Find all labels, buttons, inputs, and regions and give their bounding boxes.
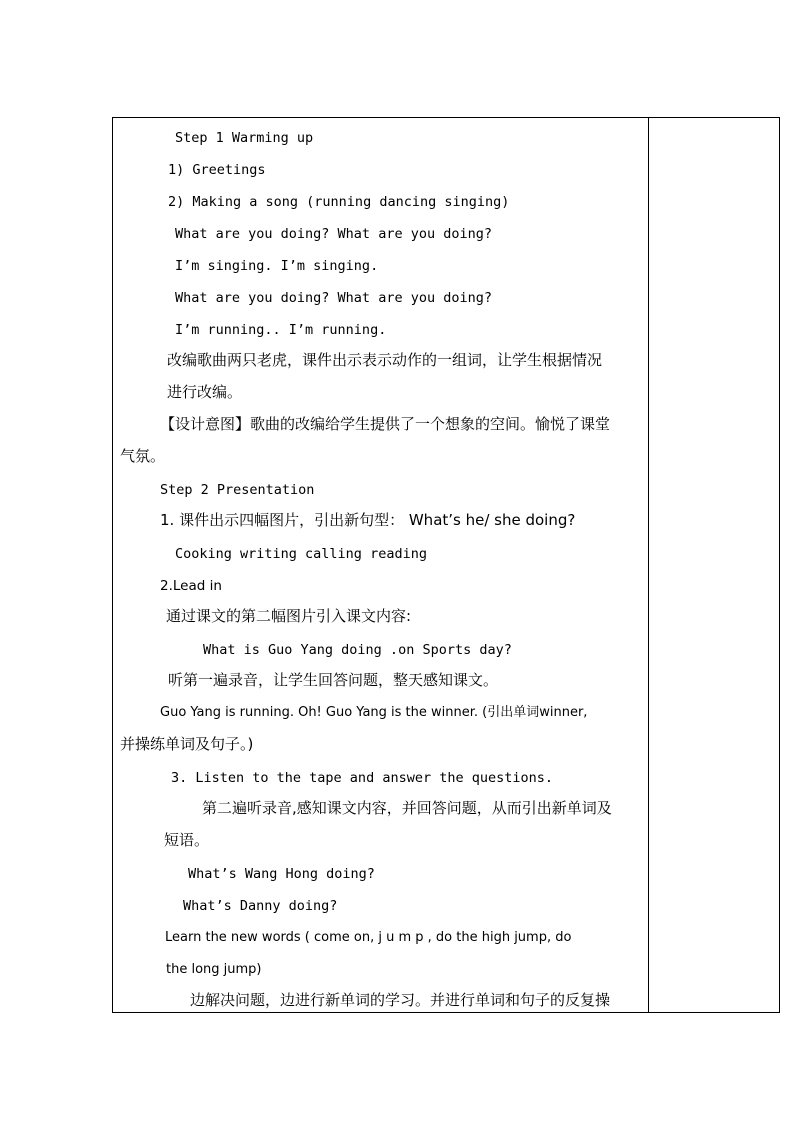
making-song-line: 2) Making a song (running dancing singing) <box>168 194 510 210</box>
design-intent-line-2: 气氛。 <box>120 447 166 465</box>
step1-heading: Step 1 Warming up <box>175 130 314 146</box>
new-words-line-1: Learn the new words ( come on, j u m p , do the high jump, do <box>165 930 572 945</box>
song-line-2: I’m singing. I’m singing. <box>175 258 379 274</box>
second-listening-line-2: 短语。 <box>164 831 210 849</box>
notes-column <box>649 118 779 1012</box>
song-note-line-2: 进行改编。 <box>167 383 243 401</box>
lead-in-note: 通过课文的第二幅图片引入课文内容: <box>166 607 412 625</box>
question-wang-hong: What’s Wang Hong doing? <box>188 866 375 882</box>
winner-practice-note: 并操练单词及句子。) <box>120 735 254 753</box>
question-danny: What’s Danny doing? <box>183 898 338 914</box>
design-intent-line-1: 【设计意图】歌曲的改编给学生提供了一个想象的空间。愉悦了课堂 <box>160 415 611 433</box>
presentation-item-1: 1. 课件出示四幅图片，引出新句型： What’s he/ she doing? <box>160 511 576 529</box>
new-words-line-2: the long jump) <box>166 962 262 977</box>
listen-task: 3. Listen to the tape and answer the questions. <box>171 770 554 786</box>
song-line-1: What are you doing? What are you doing? <box>175 226 492 242</box>
greetings-line: 1) Greetings <box>168 162 266 178</box>
winner-sentence: Guo Yang is running. Oh! Guo Yang is the winner. (引出单词winner, <box>160 705 588 720</box>
practice-note: 边解决问题，边进行新单词的学习。并进行单词和句子的反复操 <box>190 991 611 1009</box>
vocab-list: Cooking writing calling reading <box>175 546 427 562</box>
song-note-line-1: 改编歌曲两只老虎，课件出示表示动作的一组词，让学生根据情况 <box>167 351 603 369</box>
first-listening-note: 听第一遍录音，让学生回答问题，整天感知课文。 <box>168 671 499 689</box>
lead-in-heading: 2.Lead in <box>160 578 222 594</box>
song-line-4: I’m running.. I’m running. <box>175 322 387 338</box>
step2-heading: Step 2 Presentation <box>160 482 315 498</box>
second-listening-line-1: 第二遍听录音,感知课文内容，并回答问题，从而引出新单词及 <box>202 799 612 817</box>
song-line-3: What are you doing? What are you doing? <box>175 290 492 306</box>
lead-in-question: What is Guo Yang doing .on Sports day? <box>203 642 512 658</box>
